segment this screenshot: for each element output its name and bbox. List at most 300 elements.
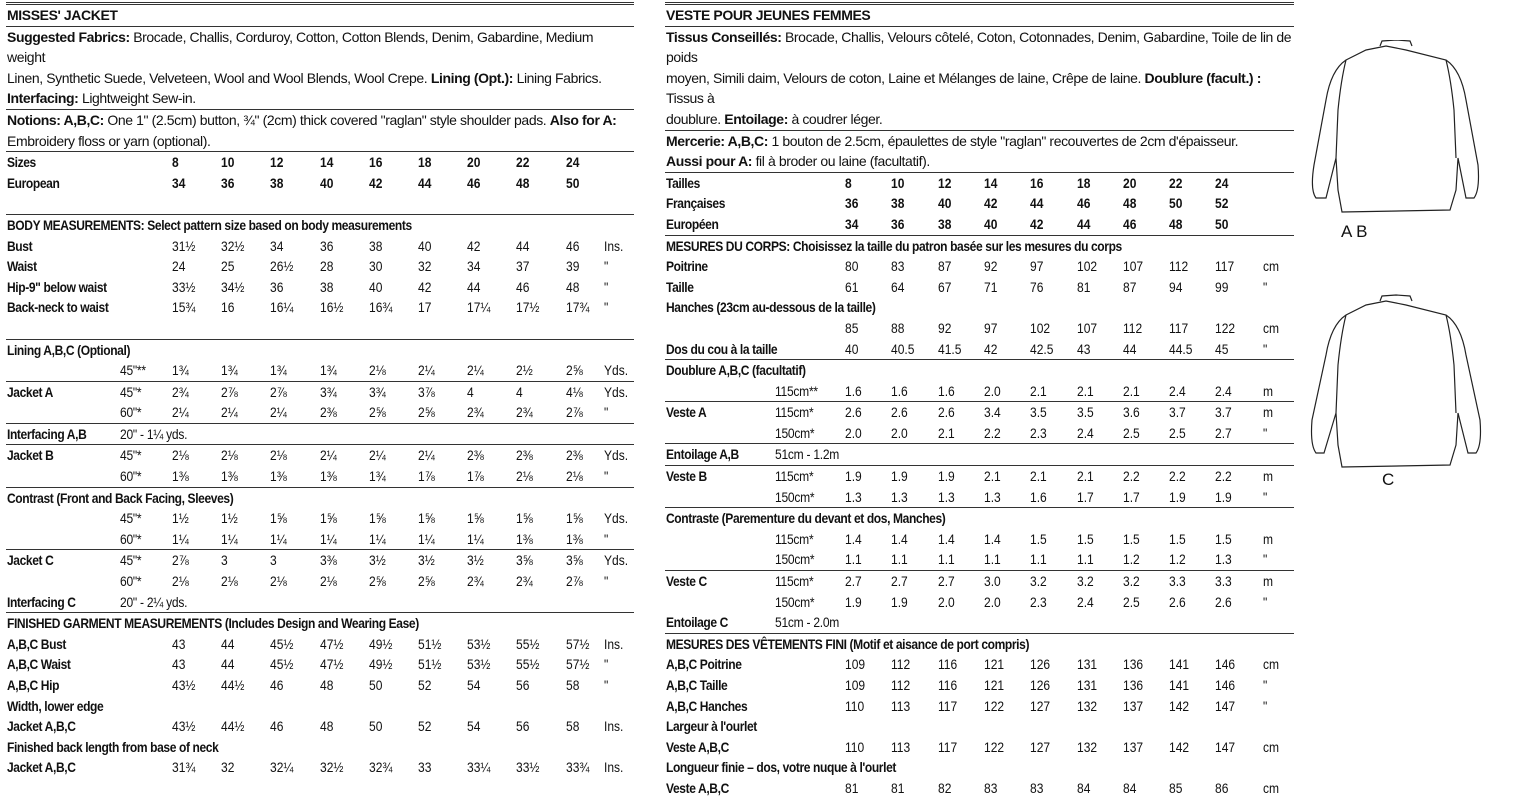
table-cell: 87: [1122, 278, 1137, 295]
table-row: [665, 633, 1294, 655]
table-cell: 2¾: [516, 573, 534, 590]
row-label: Veste A,B,C: [666, 779, 729, 796]
table-cell: 3.0: [983, 573, 1001, 590]
table-cell: 2⅞: [221, 383, 238, 400]
table-row: [665, 235, 1294, 257]
jacket-title: MISSES' JACKET: [6, 4, 634, 26]
table-cell: 31¾: [172, 759, 196, 776]
table-row: [6, 173, 634, 194]
table-cell: 48: [565, 278, 579, 295]
table-cell: 42: [1030, 215, 1044, 232]
table-cell: 2¾: [467, 573, 484, 590]
table-cell: 45½: [270, 635, 294, 652]
table-cell: 4⅛: [565, 383, 583, 400]
table-cell: 22: [1169, 174, 1183, 191]
table-cell: 2.7: [845, 573, 862, 590]
row-label: Lining A,B,C (Optional): [7, 341, 131, 358]
table-row: [665, 737, 1294, 758]
table-cell: 84: [1076, 779, 1090, 796]
table-row: [665, 778, 1294, 799]
table-cell: 3.7: [1215, 404, 1233, 421]
table-cell: 132: [1076, 697, 1097, 714]
row-width: 60"*: [120, 573, 142, 590]
table-cell: 1¼: [368, 530, 386, 547]
table-row: [665, 654, 1294, 675]
table-cell: 2.1: [1030, 382, 1047, 399]
table-cell: 87: [937, 258, 951, 275]
table-cell: 127: [1030, 697, 1051, 714]
tissus-conseilles: [665, 26, 1294, 130]
table-cell: 50: [1169, 195, 1183, 212]
table-row: [665, 297, 1294, 318]
table-cell: 1.5: [1076, 530, 1094, 547]
table-cell: 2.6: [1169, 593, 1186, 610]
table-row: [6, 236, 634, 257]
table-cell: 32: [418, 258, 432, 275]
row-label: Jacket A: [7, 383, 53, 400]
table-cell: 43½: [172, 677, 196, 693]
table-cell: 40: [319, 174, 333, 191]
table-cell: 3: [221, 552, 228, 569]
unit-cell: ": [1263, 697, 1268, 714]
table-cell: 136: [1122, 677, 1143, 693]
unit-cell: Ins.: [604, 759, 624, 776]
table-cell: 48: [1169, 215, 1183, 232]
table-cell: 53½: [467, 656, 491, 673]
table-cell: 81: [891, 779, 905, 796]
table-row: [665, 612, 1294, 633]
view-label-c: C: [1382, 470, 1395, 489]
table-cell: 1.4: [937, 530, 955, 547]
table-cell: 43: [1076, 340, 1090, 357]
unit-cell: Yds.: [604, 510, 629, 527]
table-cell: 46: [516, 278, 530, 295]
table-row: [665, 757, 1294, 778]
row-label: A,B,C Bust: [7, 635, 67, 652]
row-label: Contraste (Parementure du devant et dos, Manches): [666, 510, 946, 527]
table-cell: 42: [983, 195, 998, 212]
table-cell: 110: [845, 697, 865, 714]
row-label: Jacket C: [7, 552, 54, 569]
table-cell: 40: [983, 215, 998, 232]
table-cell: 2.1: [1030, 468, 1047, 485]
table-row: [665, 256, 1294, 277]
table-row: [6, 696, 634, 717]
table-cell: 102: [1030, 319, 1051, 336]
lining-label: Lining (Opt.):: [430, 69, 514, 86]
unit-cell: ": [604, 677, 609, 693]
table-cell: 45½: [270, 656, 294, 673]
table-cell: 1.5: [1122, 530, 1140, 547]
table-row: [6, 339, 634, 361]
row-label: Poitrine: [666, 258, 708, 275]
unit-cell: ": [604, 299, 609, 316]
spacer-row: [6, 193, 634, 214]
table-row: [665, 507, 1294, 529]
table-row: [665, 696, 1294, 717]
fabrics-line2: Linen, Synthetic Suede, Velveteen, Wool and Wool Blends, Wool Crepe.: [7, 69, 428, 86]
row-label: Taille: [666, 278, 694, 295]
table-cell: 2.7: [891, 573, 909, 590]
table-cell: 43: [172, 635, 186, 652]
english-table: [6, 151, 634, 778]
row-label: A,B,C Taille: [666, 677, 728, 693]
unit-cell: m: [1263, 530, 1274, 547]
unit-cell: cm: [1263, 319, 1280, 336]
table-cell: 3⅝: [565, 552, 583, 569]
unit-cell: ": [604, 530, 609, 547]
table-cell: 3.4: [983, 404, 1001, 421]
table-cell: 34: [270, 237, 284, 254]
table-cell: 3½: [467, 552, 484, 569]
row-width: 45"*: [120, 383, 142, 400]
row-label: Jacket B: [7, 447, 54, 464]
table-cell: 2.0: [845, 424, 862, 441]
table-cell: 4: [467, 383, 474, 400]
doublure-line3: doublure.: [666, 110, 721, 127]
table-cell: 2.1: [1122, 382, 1140, 399]
table-cell: 137: [1122, 738, 1143, 755]
table-cell: 1¼: [172, 530, 189, 547]
doublure-text: Tissus à: [666, 90, 715, 107]
table-cell: 16: [1030, 174, 1044, 191]
table-cell: 47½: [319, 635, 344, 652]
table-cell: 1.1: [937, 551, 955, 568]
table-cell: 3.7: [1169, 404, 1186, 421]
notions-line2: Embroidery floss or yarn (optional).: [7, 132, 211, 149]
table-cell: 1.9: [845, 468, 862, 485]
row-width: 20" - 2¼ yds.: [120, 593, 188, 610]
table-cell: 1.4: [983, 530, 1001, 547]
row-label: Jacket A,B,C: [7, 759, 76, 776]
table-cell: 55½: [516, 635, 540, 652]
table-cell: 117: [1169, 319, 1189, 336]
table-cell: 57½: [565, 656, 590, 673]
table-cell: 1⅝: [368, 510, 386, 527]
table-cell: 122: [983, 738, 1004, 755]
unit-cell: m: [1263, 382, 1274, 399]
table-cell: 2¼: [221, 404, 238, 421]
table-cell: 20: [467, 154, 481, 171]
unit-cell: Ins.: [604, 635, 624, 652]
row-label: Sizes: [7, 154, 36, 171]
table-cell: 2⅞: [172, 552, 189, 569]
table-cell: 2.5: [1122, 424, 1140, 441]
table-cell: 2⅝: [368, 573, 386, 590]
table-cell: 2.1: [1076, 382, 1094, 399]
table-cell: 1.5: [1030, 530, 1047, 547]
table-cell: 2¼: [467, 362, 484, 379]
table-cell: 2.5: [1169, 424, 1186, 441]
unit-cell: Yds.: [604, 362, 629, 379]
table-cell: 17½: [516, 299, 540, 316]
table-cell: 3: [270, 552, 278, 569]
row-width: 115cm*: [775, 530, 814, 547]
table-row: [665, 172, 1294, 194]
table-row: [6, 549, 634, 571]
row-label: MESURES DU CORPS: Choisissez la taille du patron basée sur les mesures du corps: [666, 237, 1122, 254]
table-cell: 2¼: [368, 447, 386, 464]
unit-cell: ": [604, 278, 609, 295]
row-width: 115cm*: [775, 573, 814, 590]
table-row: [665, 487, 1294, 508]
table-cell: 2.2: [983, 424, 1001, 441]
table-cell: 3.6: [1122, 404, 1140, 421]
table-cell: 2¾: [516, 404, 534, 421]
table-cell: 48: [319, 677, 333, 693]
table-row: [6, 529, 634, 550]
spacer-row: [6, 318, 634, 339]
table-row: [6, 592, 634, 613]
table-cell: 1.1: [1030, 551, 1047, 568]
row-label: A,B,C Hanches: [666, 697, 748, 714]
table-cell: 22: [516, 154, 530, 171]
row-label: Françaises: [666, 195, 726, 212]
table-cell: 30: [368, 258, 383, 275]
view-label-ab: A B: [1341, 222, 1368, 241]
table-cell: 50: [368, 718, 383, 735]
table-cell: 117: [937, 697, 957, 714]
table-cell: 141: [1169, 677, 1190, 693]
table-cell: 2.0: [891, 424, 909, 441]
table-cell: 1⅞: [467, 468, 484, 485]
row-label: Dos du cou à la taille: [666, 340, 778, 357]
row-width: 60"*: [120, 530, 142, 547]
table-row: [665, 401, 1294, 423]
table-cell: 99: [1215, 278, 1229, 295]
table-cell: 102: [1076, 258, 1097, 275]
table-row: [665, 529, 1294, 550]
table-cell: 52: [1215, 195, 1229, 212]
table-cell: 42: [467, 237, 481, 254]
table-cell: 32¾: [368, 759, 393, 776]
table-cell: 1.1: [891, 551, 909, 568]
table-cell: 2⅛: [319, 573, 337, 590]
notions-label: Notions: A,B,C:: [7, 111, 104, 128]
table-cell: 122: [1215, 319, 1236, 336]
row-label: Européen: [666, 215, 719, 232]
table-cell: 1¼: [270, 530, 288, 547]
table-cell: 46: [1076, 195, 1090, 212]
table-cell: 146: [1215, 656, 1236, 673]
table-cell: 34: [172, 174, 186, 191]
table-row: [665, 675, 1294, 696]
table-cell: 3½: [368, 552, 386, 569]
table-cell: 38: [891, 195, 905, 212]
table-cell: 8: [172, 154, 179, 171]
table-cell: 17¼: [467, 299, 491, 316]
table-row: [6, 381, 634, 403]
table-cell: 25: [221, 258, 235, 275]
table-cell: 3⅝: [516, 552, 534, 569]
tissus-label: Tissus Conseillés:: [666, 28, 782, 45]
table-cell: 1.3: [1215, 551, 1233, 568]
table-cell: 2⅛: [368, 362, 386, 379]
table-cell: 37: [516, 258, 530, 275]
table-row: [665, 277, 1294, 298]
unit-cell: ": [1263, 278, 1268, 295]
table-cell: 2⅛: [221, 573, 238, 590]
table-cell: 1¾: [368, 468, 386, 485]
table-cell: 94: [1169, 278, 1183, 295]
table-row: [6, 508, 634, 529]
table-cell: 137: [1122, 697, 1143, 714]
table-cell: 10: [221, 154, 235, 171]
french-column: [665, 4, 1294, 799]
table-cell: 2⅞: [565, 404, 583, 421]
table-cell: 3½: [418, 552, 435, 569]
table-cell: 2¼: [319, 447, 337, 464]
table-row: [665, 592, 1294, 613]
table-cell: 1.6: [891, 382, 909, 399]
table-cell: 1.1: [845, 551, 862, 568]
table-cell: 10: [891, 174, 905, 191]
row-label: A,B,C Poitrine: [666, 656, 742, 673]
doublure-label: Doublure (facult.) :: [1144, 69, 1261, 86]
table-cell: 1⅜: [565, 530, 583, 547]
table-cell: 1.3: [845, 488, 862, 505]
table-cell: 85: [845, 319, 859, 336]
table-cell: 16¼: [270, 299, 294, 316]
table-cell: 42: [418, 278, 432, 295]
table-cell: 42: [983, 340, 998, 357]
row-width: 45"*: [120, 447, 142, 464]
table-cell: 1⅜: [221, 468, 238, 485]
table-row: [6, 151, 634, 173]
table-cell: 107: [1122, 258, 1143, 275]
table-cell: 2.0: [983, 593, 1001, 610]
table-cell: 3.2: [1030, 573, 1047, 590]
unit-cell: ": [604, 573, 609, 590]
table-cell: 146: [1215, 677, 1236, 693]
table-cell: 2¾: [172, 383, 189, 400]
table-cell: 1.5: [1215, 530, 1233, 547]
veste-title: VESTE POUR JEUNES FEMMES: [665, 4, 1294, 26]
table-row: [665, 716, 1294, 737]
table-cell: 51½: [418, 656, 442, 673]
table-cell: 15¾: [172, 299, 196, 316]
table-cell: 32½: [221, 237, 245, 254]
table-cell: 97: [1030, 258, 1044, 275]
unit-cell: cm: [1263, 738, 1280, 755]
table-cell: 147: [1215, 738, 1236, 755]
table-cell: 2.3: [1030, 424, 1047, 441]
table-cell: 32¼: [270, 759, 294, 776]
unit-cell: ": [1263, 424, 1268, 441]
english-column: [6, 4, 634, 778]
table-cell: 24: [565, 154, 579, 171]
table-cell: 2⅛: [565, 468, 583, 485]
table-cell: 82: [937, 779, 951, 796]
table-cell: 16: [368, 154, 383, 171]
row-label: Veste A,B,C: [666, 738, 729, 755]
table-cell: 86: [1215, 779, 1229, 796]
table-cell: 2.7: [937, 573, 955, 590]
table-cell: 44: [1030, 195, 1044, 212]
table-cell: 1¼: [221, 530, 238, 547]
table-cell: 46: [1122, 215, 1137, 232]
row-label: Hanches (23cm au-dessous de la taille): [666, 299, 876, 316]
table-cell: 31½: [172, 237, 196, 254]
table-cell: 2.6: [937, 404, 955, 421]
table-cell: 58: [565, 718, 579, 735]
table-cell: 116: [937, 656, 957, 673]
table-cell: 71: [983, 278, 998, 295]
unit-cell: ": [604, 404, 609, 421]
row-label: Entoilage A,B: [666, 446, 739, 463]
table-cell: 112: [891, 656, 911, 673]
table-cell: 36: [845, 195, 859, 212]
tissus-text: Brocade, Challis, Velours côtelé, Coton, Cotonnades, Denim, Gabardine, Toile de lin de poids: [666, 28, 1292, 66]
table-cell: 2⅜: [565, 447, 583, 464]
table-cell: 1⅝: [418, 510, 435, 527]
table-cell: 2.6: [845, 404, 862, 421]
table-cell: 1½: [172, 510, 189, 527]
table-cell: 2.1: [937, 424, 955, 441]
table-cell: 83: [1030, 779, 1044, 796]
table-row: [6, 571, 634, 592]
table-cell: 18: [1076, 174, 1090, 191]
table-cell: 1⅝: [516, 510, 534, 527]
table-cell: 18: [418, 154, 432, 171]
table-row: [6, 214, 634, 236]
unit-cell: ": [604, 468, 609, 485]
row-label: Veste B: [666, 468, 707, 485]
row-label: Back-neck to waist: [7, 299, 109, 316]
table-cell: 1.9: [845, 593, 862, 610]
table-cell: 1.9: [937, 468, 955, 485]
table-cell: 2.1: [983, 468, 1001, 485]
table-cell: 1⅝: [270, 510, 288, 527]
unit-cell: ": [1263, 677, 1268, 693]
table-cell: 32: [221, 759, 235, 776]
unit-cell: cm: [1263, 258, 1280, 275]
table-cell: 16¾: [368, 299, 393, 316]
table-cell: 109: [845, 677, 866, 693]
table-cell: 76: [1030, 278, 1044, 295]
table-cell: 3.2: [1122, 573, 1140, 590]
row-label: Bust: [7, 237, 33, 254]
mercerie-label: Mercerie: A,B,C:: [666, 132, 768, 149]
table-cell: 2¼: [418, 362, 435, 379]
tissus-line2: moyen, Simili daim, Velours de coton, Laine et Mélanges de laine, Crêpe de laine.: [666, 69, 1142, 86]
table-cell: 2.0: [983, 382, 1001, 399]
table-cell: 46: [565, 237, 579, 254]
table-cell: 136: [1122, 656, 1143, 673]
table-row: [665, 339, 1294, 360]
table-row: [665, 318, 1294, 339]
top-rule: [6, 2, 634, 3]
table-cell: 51½: [418, 635, 442, 652]
unit-cell: ": [1263, 593, 1268, 610]
table-cell: 33¾: [565, 759, 590, 776]
entoilage-label: Entoilage:: [724, 110, 788, 127]
table-cell: 1.2: [1122, 551, 1140, 568]
table-cell: 1.9: [891, 468, 909, 485]
table-cell: 2⅝: [565, 362, 583, 379]
table-cell: 1.6: [1030, 488, 1047, 505]
table-cell: 109: [845, 656, 866, 673]
table-cell: 53½: [467, 635, 491, 652]
table-cell: 1¾: [270, 362, 288, 379]
table-row: [6, 256, 634, 277]
table-cell: 2⅝: [368, 404, 386, 421]
unit-cell: Yds.: [604, 383, 629, 400]
table-cell: 36: [270, 278, 284, 295]
table-cell: 1.4: [845, 530, 862, 547]
table-cell: 38: [937, 215, 951, 232]
table-cell: 3⅜: [319, 552, 337, 569]
